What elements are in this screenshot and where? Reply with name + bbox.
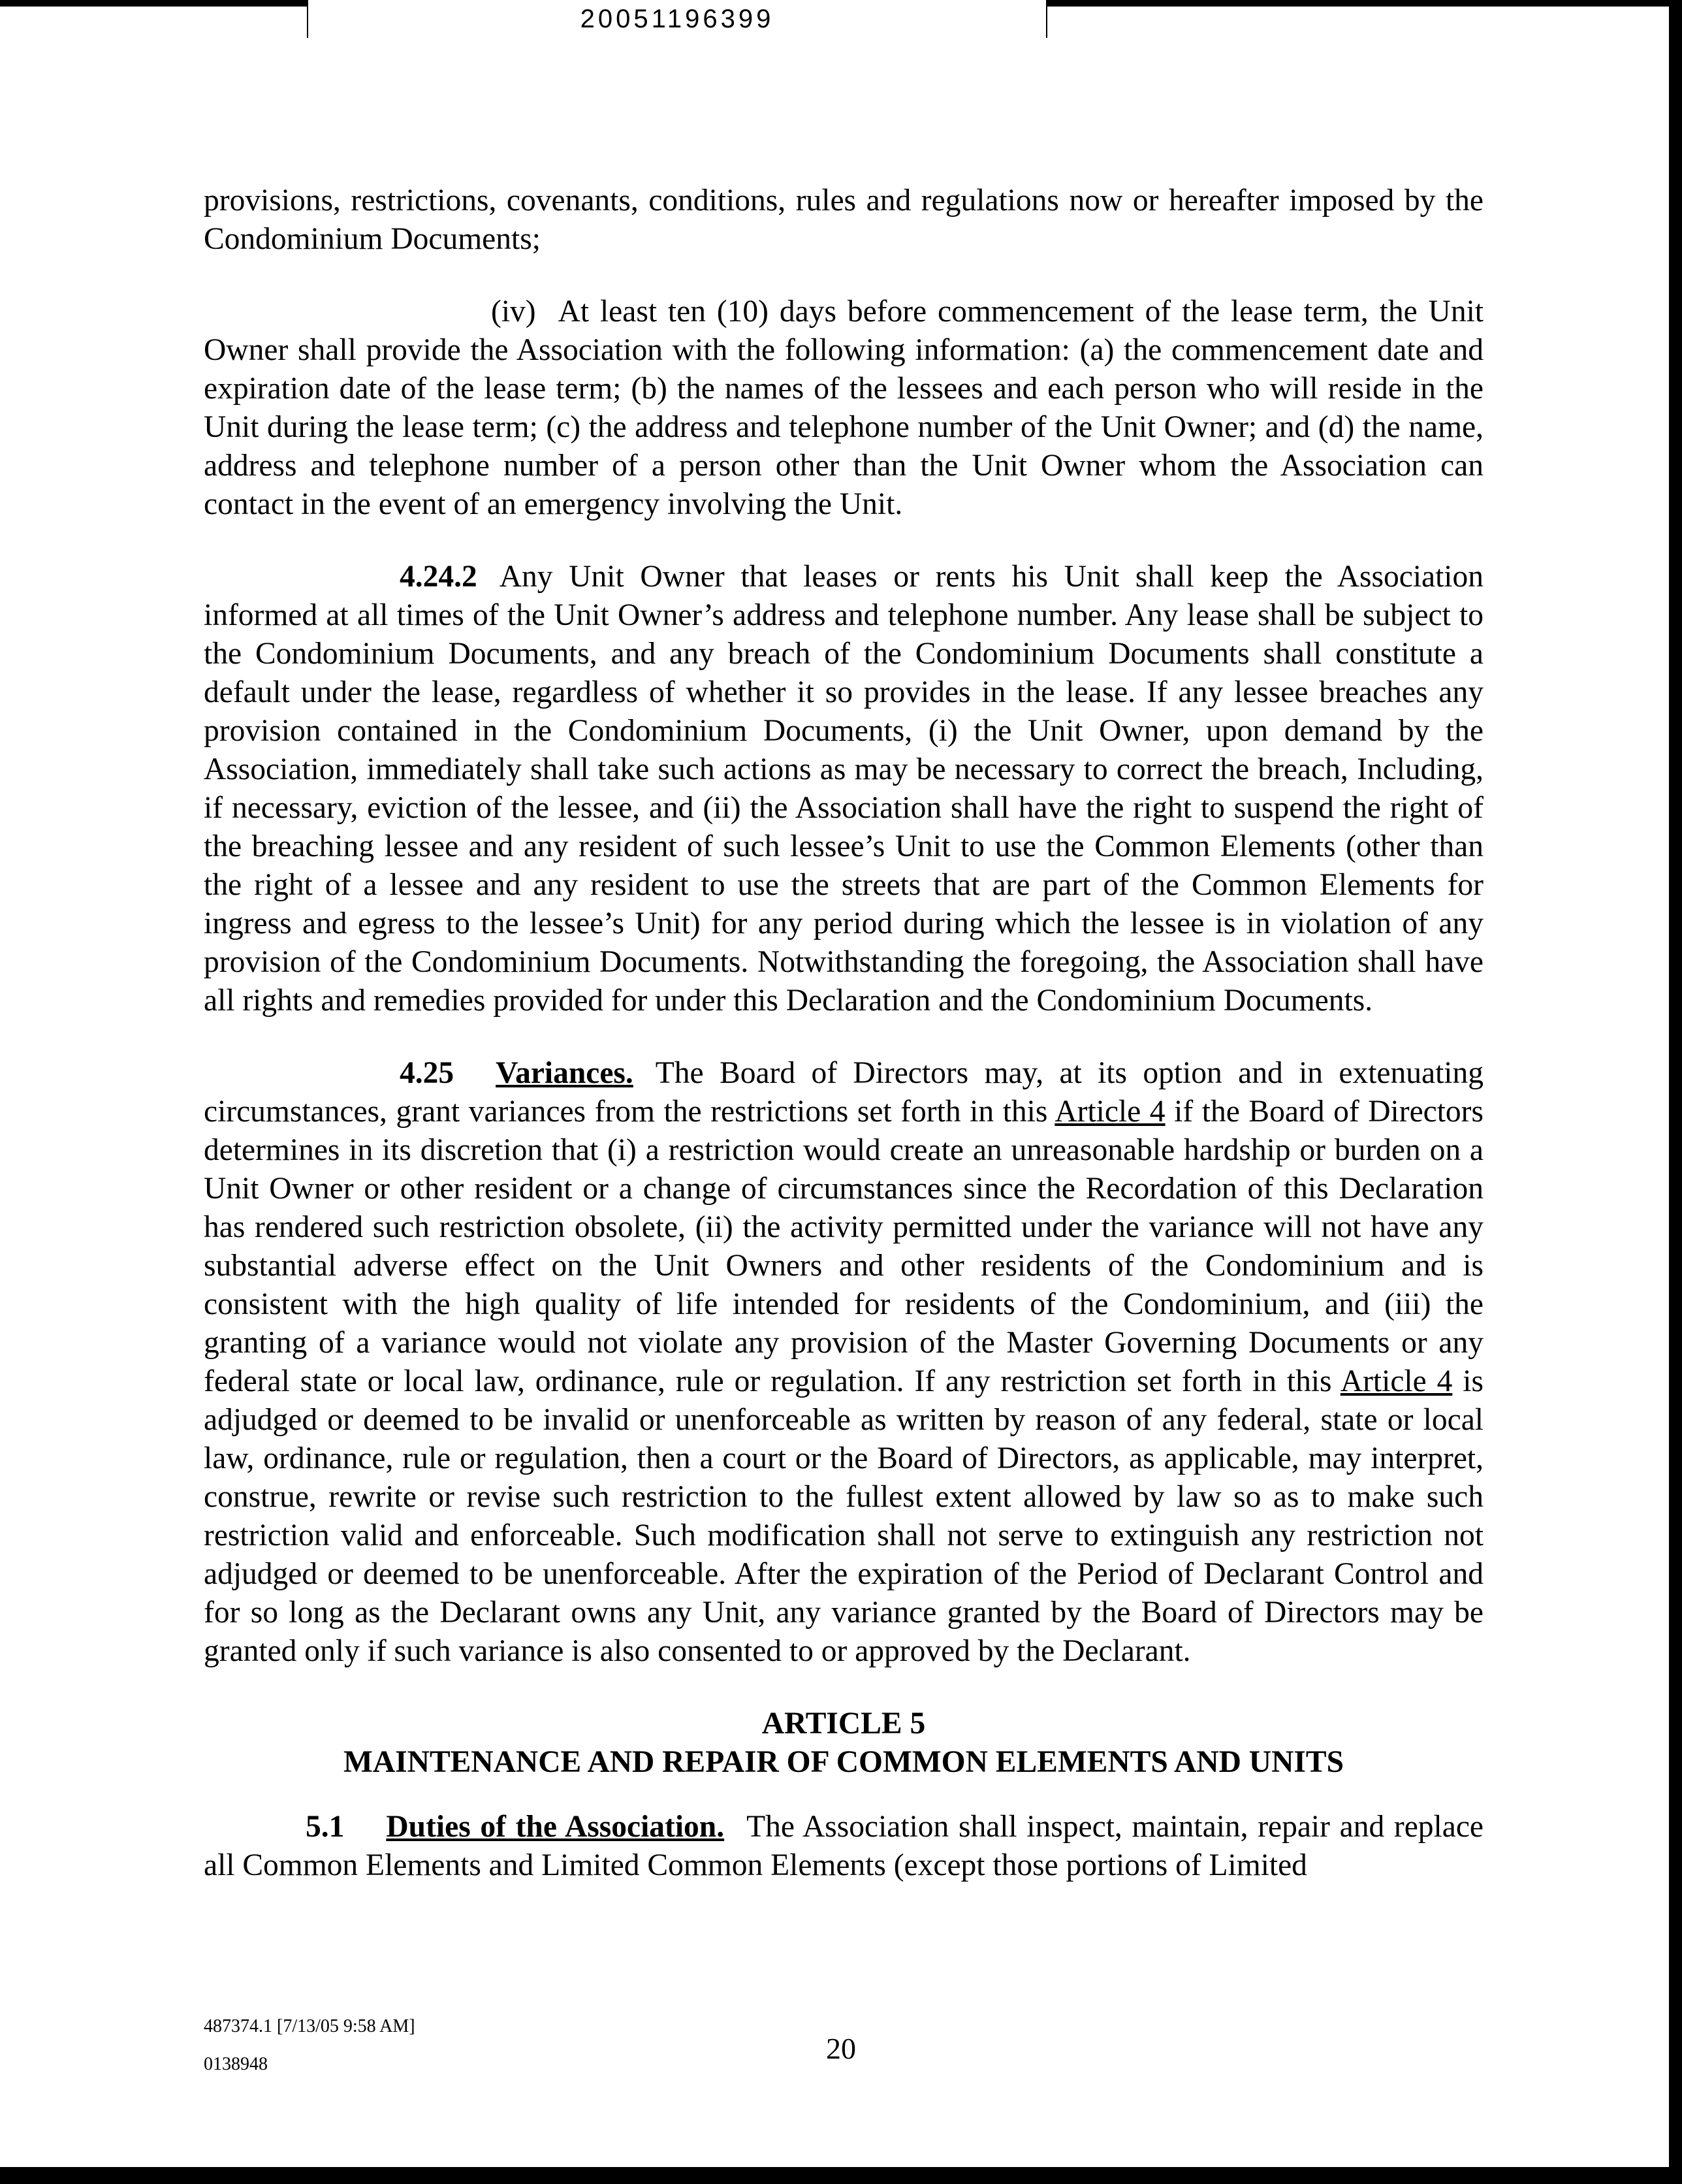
section-number-4-25: 4.25 — [400, 1056, 454, 1090]
scan-border-right — [1669, 0, 1682, 2184]
document-body — [204, 182, 1484, 1885]
section-number-5-1: 5.1 — [306, 1810, 345, 1844]
section-text-4-24-2: Any Unit Owner that leases or rents his Unit shall keep the Association informed at all times of the Unit Owner’s address and telephone number. Any lease shall be subject to the Condominium Documents, and any breach of the Condominium Documents shall constitute a default under the lease, regardless of whether it so provides in the lease. If any lessee breaches any provision contained in the Condominium Documents, (i) the Unit Owner, upon demand by the Association, immediately shall take such actions as may be necessary to correct the breach, Including, if necessary, eviction of the lessee, and (ii) the Association shall have the right to suspend the right of the breaching lessee and any resident of such lessee’s Unit to use the Common Elements (other than the right of a lessee and any resident to use the streets that are part of the Common Elements for ingress and egress to the lessee’s Unit) for any period during which the lessee is in violation of any provision of the Condominium Documents. Notwithstanding the foregoing, the Association shall have all rights and remedies provided for under this Declaration and the Condominium Documents. — [204, 560, 1484, 1018]
footer-client-number: 0138948 — [204, 2054, 268, 2074]
section-4-25 — [204, 1054, 1484, 1671]
recording-number: 20051196399 — [580, 4, 774, 33]
section-5-1 — [204, 1808, 1484, 1885]
article-4-reference: Article 4 — [1055, 1095, 1166, 1129]
recording-stamp-box — [307, 0, 1047, 38]
section-heading-duties: Duties of the Association. — [386, 1810, 725, 1844]
section-text-4-25-part1: The Board of Directors may, at its option and in extenuating circumstances, grant variances from the restrictions set forth in this — [204, 1056, 1484, 1129]
section-text-5-1: The Association shall inspect, maintain, repair and replace all Common Elements and Limited Common Elements (except those portions of Limited — [204, 1810, 1484, 1882]
section-heading-variances: Variances. — [496, 1056, 633, 1090]
clause-label-iv: (iv) — [491, 295, 536, 329]
section-text-4-25-part2: if the Board of Directors determines in its discretion that (i) a restriction would create an unreasonable hardship or burden on a Unit Owner or other resident or a change of circumstances since the Recordation of this Declaration has rendered such restriction obsolete, (ii) the activity permitted under the variance will not have any substantial adverse effect on the Unit Owners and other residents of the Condominium and is consistent with the high quality of life intended for residents of the Condominium, and (iii) the granting of a variance would not violate any provision of the Master Governing Documents or any federal state or local law, ordinance, rule or regulation. If any restriction set forth in this — [204, 1095, 1484, 1398]
section-text-4-25-part3: is adjudged or deemed to be invalid or unenforceable as written by reason of any federal, state or local law, ordinance, rule or regulation, then a court or the Board of Directors, as applicable, may interpret, construe, rewrite or revise such restriction to the fullest extent allowed by law so as to make such restriction valid and enforceable. Such modification shall not serve to extinguish any restriction not adjudged or deemed to be unenforceable. After the expiration of the Period of Declarant Control and for so long as the Declarant owns any Unit, any variance granted by the Board of Directors may be granted only if such variance is also consented to or approved by the Declarant. — [204, 1364, 1484, 1668]
paragraph-continued: provisions, restrictions, covenants, conditions, rules and regulations now or hereafter imposed by the Condominium Documents; — [204, 184, 1484, 256]
article-title: MAINTENANCE AND REPAIR OF COMMON ELEMENTS AND UNITS — [343, 1745, 1344, 1779]
article-number: ARTICLE 5 — [761, 1707, 926, 1741]
article-4-reference: Article 4 — [1340, 1364, 1453, 1398]
scan-border-bottom — [0, 2167, 1682, 2184]
section-number-4-24-2: 4.24.2 — [400, 560, 477, 594]
clause-text-iv: At least ten (10) days before commencement of the lease term, the Unit Owner shall provide the Association with the following information: (a) the commencement date and expiration date of the lease term; (b) the names of the lessees and each person who will reside in the Unit during the lease term; (c) the address and telephone number of the Unit Owner; and (d) the name, address and telephone number of a person other than the Unit Owner whom the Association can contact in the event of an emergency involving the Unit. — [204, 295, 1484, 521]
section-4-24-2 — [204, 558, 1484, 1020]
page-number: 20 — [826, 2032, 856, 2065]
footer-doc-id: 487374.1 [7/13/05 9:58 AM] — [204, 2016, 415, 2036]
paragraph-iv — [204, 293, 1484, 524]
